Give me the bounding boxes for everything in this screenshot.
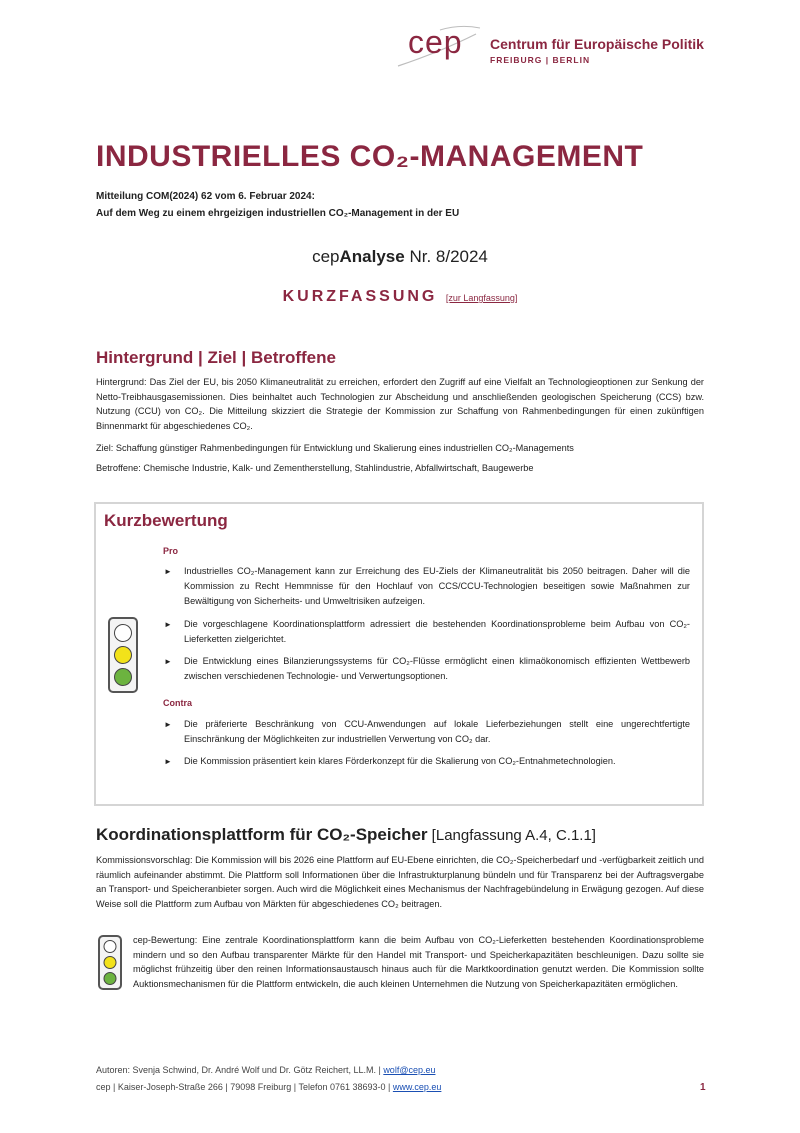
- traffic-light-icon: [108, 617, 138, 693]
- subtitle-line-1: Mitteilung COM(2024) 62 vom 6. Februar 2024:: [96, 191, 315, 202]
- light-yellow-icon: [114, 646, 132, 664]
- section-heading-hintergrund: Hintergrund | Ziel | Betroffene: [96, 348, 336, 367]
- contra-item: Die präferierte Beschränkung von CCU-Anwendungen auf lokale Lieferbeziehungen stellt eine ungerechtfertigte Einschränkung der Möglichkeiten zur industriellen Verwertung von CO₂ dar.: [184, 719, 690, 744]
- email-link[interactable]: wolf@cep.eu: [383, 1065, 436, 1075]
- cep-bewertung-text: cep-Bewertung: Eine zentrale Koordinationsplattform kann die beim Aufbau von CO₂-Lieferketten bestehenden Koordinationsprobleme mindern und so den Aufbau transparenter Märkte für den Handel mit Transport- und Speicherkapazitäten beschleunigen. Dazu sollte sie möglichst frühzeitig über den reinen Informationsaustausch hinaus auch für die Marktkoordination genutzt werden. Die Kommission sollte Auktionsmechanismen für die Plattform entwickeln, die auch kleinen Unternehmen die Nutzung von Speicherkapazitäten ermöglichen.: [133, 935, 704, 989]
- footer-authors: [96, 1065, 435, 1075]
- authors-text: Autoren: Svenja Schwind, Dr. André Wolf und Dr. Götz Reichert, LL.M. |: [96, 1065, 384, 1075]
- pro-item: Die vorgeschlagene Koordinationsplattform adressiert die bestehenden Koordinationsprobleme beim Aufbau von CO₂-Lieferketten zielgerichtet.: [184, 619, 690, 644]
- contra-label: Contra: [163, 698, 192, 708]
- koordination-title: Koordinationsplattform für CO₂-Speicher: [96, 825, 428, 844]
- logo-cities: FREIBURG | BERLIN: [490, 55, 591, 65]
- bullet-icon: ►: [164, 720, 172, 729]
- page-title: INDUSTRIELLES CO₂-MANAGEMENT: [96, 140, 644, 173]
- pro-item: Die Entwicklung eines Bilanzierungssystems für CO₂-Flüsse ermöglicht einen klimaökonomisch effizienten Wettbewerb zwischen verschiedenen Technologie- und Verwertungsoptionen.: [184, 656, 690, 681]
- kurzbewertung-heading: Kurzbewertung: [104, 511, 228, 530]
- subtitle-line-2: Auf dem Weg zu einem ehrgeizigen industriellen CO₂-Management in der EU: [96, 208, 460, 219]
- analyse-nr: Nr. 8/2024: [404, 247, 488, 266]
- bullet-icon: ►: [164, 757, 172, 766]
- langfassung-reference: [Langfassung A.4, C.1.1]: [427, 827, 596, 844]
- kommissionsvorschlag-text: Kommissionsvorschlag: Die Kommission will bis 2026 eine Plattform auf EU-Ebene einrichten, die CO₂-Speicherbedarf und -verfügbarkeit zeitlich und räumlich aufeinander abstimmt. Die Plattform soll Informationen über die Infrastrukturplanung bündeln und für Transparenz bei der Auftragsvergabe an Transport- und Speicheranbieter sorgen. Auch wird die Möglichkeit eines Mechanismus der Nachfragebündelung in Erwägung gezogen. Auf diese Weise soll die Plattform zum Aufbau von Märkten für abgeschiedenes CO₂ beitragen.: [96, 855, 704, 909]
- address-text: cep | Kaiser-Joseph-Straße 266 | 79098 Freiburg | Telefon 0761 38693-0 |: [96, 1082, 393, 1092]
- logo-wordmark: cep: [408, 24, 463, 60]
- footer-address: [96, 1082, 441, 1092]
- traffic-light-icon: [98, 935, 122, 990]
- bullet-icon: ►: [164, 567, 172, 576]
- ziel-text: Ziel: Schaffung günstiger Rahmenbedingungen für Entwicklung und Skalierung eines industriellen CO₂-Managements: [96, 443, 574, 453]
- light-green-icon: [104, 972, 117, 985]
- pro-item: Industrielles CO₂-Management kann zur Erreichung des EU-Ziels der Klimaneutralität bis 2050 beitragen. Daher will die Kommission zu Recht Hemmnisse für den Hochlauf von CCS/CCU-Technologien beseitigen sowie Maßnahmen zur Bewältigung von Sicherheits- und Umweltrisiken aufzeigen.: [184, 566, 690, 606]
- light-green-icon: [114, 668, 132, 686]
- logo-name: Centrum für Europäische Politik: [490, 36, 704, 52]
- light-off-icon: [114, 624, 132, 642]
- contra-item: Die Kommission präsentiert kein klares Förderkonzept für die Skalierung von CO₂-Entnahmetechnologien.: [184, 756, 616, 766]
- page-number: 1: [700, 1082, 706, 1093]
- light-off-icon: [104, 940, 117, 953]
- section-heading-koordination: [96, 825, 596, 845]
- hintergrund-text: Hintergrund: Das Ziel der EU, bis 2050 Klimaneutralität zu erreichen, erfordert den Zugriff auf eine Vielfalt an Technologieoptionen zur Senkung der Netto-Treibhausgasemissionen. Dies beinhaltet auch Technologien zur Abscheidung und anschließenden geologischen Speicherung (CCS) bzw. Nutzung (CCU) von CO₂. Die Mitteilung skizziert die Strategie der Kommission zur Schaffung von Rahmenbedingungen für einen zukünftigen Binnenmarkt für abgeschiedenes CO₂.: [96, 377, 704, 431]
- bullet-icon: ►: [164, 620, 172, 629]
- light-yellow-icon: [104, 956, 117, 969]
- website-link[interactable]: www.cep.eu: [392, 1082, 442, 1092]
- analyse-number: [0, 247, 800, 267]
- kurzfassung-label: KURZFASSUNG: [282, 288, 438, 305]
- analyse-prefix: cep: [312, 247, 340, 266]
- pro-label: Pro: [163, 546, 179, 556]
- analyse-bold: Analyse: [339, 247, 405, 266]
- betroffene-text: Betroffene: Chemische Industrie, Kalk- und Zementherstellung, Stahlindustrie, Abfallwirtschaft, Baugewerbe: [96, 463, 534, 473]
- langfassung-link[interactable]: [zur Langfassung]: [445, 293, 518, 303]
- kurzfassung-heading: [0, 288, 800, 306]
- bullet-icon: ►: [164, 657, 172, 666]
